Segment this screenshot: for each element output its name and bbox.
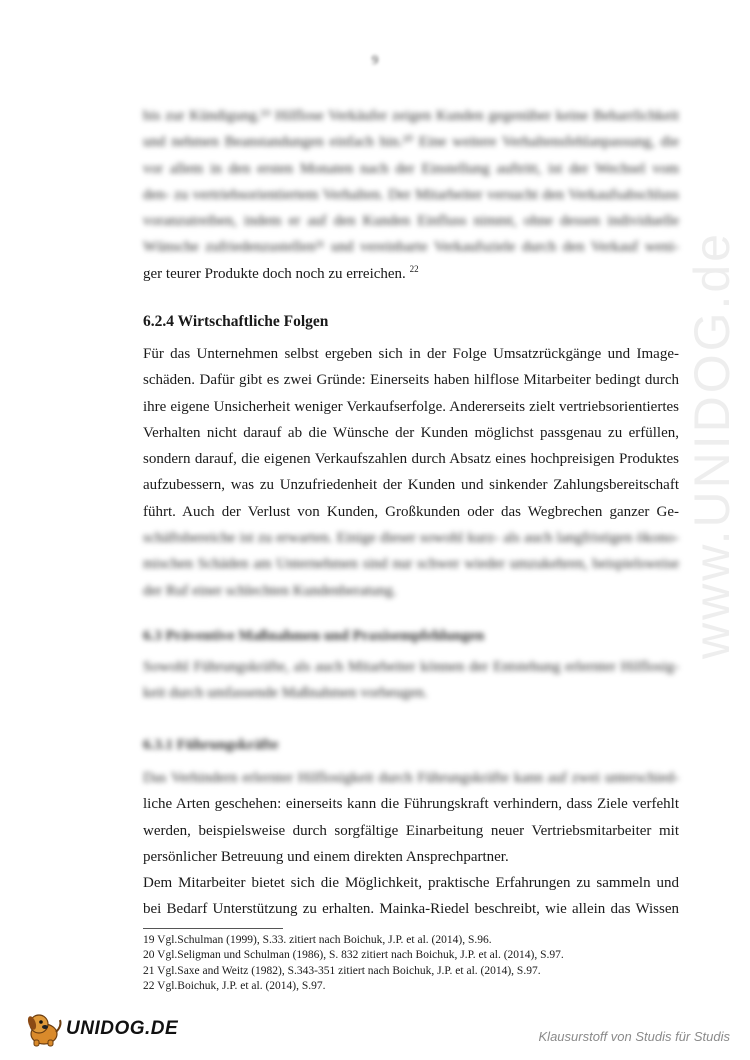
section-6-3-1-body: [143, 765, 679, 923]
section-6-3: [143, 628, 679, 645]
section-6-3-1: [143, 737, 679, 754]
footnote: 22 Vgl.Boichuk, J.P. et al. (2014), S.97.: [143, 979, 326, 992]
blurred-line: den- zu vertriebsorientiertem Verhalten. Der Mitarbeiter versucht den Verkaufsabschluss: [143, 186, 679, 203]
section-heading: 6.3 Präventive Maßnahmen und Praxisempfehlungen: [143, 628, 485, 644]
blurred-line: vor allem in den ersten Monaten nach der Einstellung auftritt, ist der Wechsel vom: [143, 160, 679, 177]
text-line: bei Bedarf Unterstützung zu erhalten. Mainka-Riedel beschreibt, wie allein das Wissen: [143, 901, 679, 918]
text-line: Dem Mitarbeiter bietet sich die Möglichkeit, praktische Erfahrungen zu sammeln und: [143, 875, 679, 892]
text-line: aufzubessern, was zu Unzufriedenheit der Kunden und sinkender Zahlungsbereitschaft: [143, 477, 679, 494]
blurred-line: Sowohl Führungskräfte, als auch Mitarbeiter können der Entstehung erlernter Hilflosig-: [143, 659, 679, 675]
blurred-line: bis zur Kündigung.¹⁹ Hilflose Verkäufer zeigen Kunden gegenüber keine Beharrlichkeit: [143, 108, 679, 124]
dog-mascot-icon: [22, 1010, 64, 1048]
blurred-line: Wünsche zufriedenzustellen²¹ und vereinbarte Verkaufsziele durch den Verkauf weni-: [143, 239, 679, 256]
text-line: ihre eigene Unsicherheit weniger Verkaufserfolge. Andererseits zielt vertriebsorientiertes: [143, 398, 679, 415]
text-line: liche Arten geschehen: einerseits kann die Führungskraft verhindern, dass Ziele verfehlt: [143, 796, 679, 813]
intro-paragraph: [143, 103, 679, 287]
section-heading: 6.3.1 Führungskräfte: [143, 737, 279, 753]
text-line: führt. Auch der Verlust von Kunden, Großkunden oder das Wegbrechen ganzer Ge-: [143, 503, 679, 520]
section-heading: 6.2.4 Wirtschaftliche Folgen: [143, 313, 329, 330]
footnote-ref: 22: [409, 263, 419, 274]
blurred-line: schäftsbereiche ist zu erwarten. Einige dieser sowohl kurz- als auch langfristigen ökono-: [143, 530, 679, 547]
blurred-line: Das Verhindern erlernter Hilflosigkeit durch Führungskräfte kann auf zwei unterschied-: [143, 770, 679, 786]
page-number: 9: [371, 52, 379, 67]
footnotes: [143, 933, 564, 994]
footer-slogan: Klausurstoff von Studis für Studis: [538, 1029, 730, 1044]
blurred-line: mischen Schäden am Unternehmen sind nur schwer wieder umzukehren, beispielsweise: [143, 556, 679, 573]
text-line: sondern darauf, die eigenen Verkaufszahlen durch Absatz eines hochpreisigen Produktes: [143, 451, 679, 468]
text-line-content: ger teurer Produkte doch noch zu erreichen.: [143, 265, 406, 282]
blurred-line: keit durch umfassende Maßnahmen vorbeugen.: [143, 685, 428, 702]
unidog-logo[interactable]: [22, 1010, 178, 1048]
blurred-line: voranzutreiben, indem er auf den Kunden Einfluss nimmt, ohne dessen individuelle: [143, 213, 679, 230]
section-6-3-body: [143, 654, 679, 707]
blurred-line: der Ruf einer schlechten Kundenberatung.: [143, 582, 397, 599]
text-line: Verhalten nicht darauf ab die Wünsche der Kunden möglichst passgenau zu erfüllen,: [143, 424, 679, 441]
footnote-divider: [143, 928, 283, 929]
text-line: [143, 261, 679, 287]
section-6-2-4: [143, 313, 679, 331]
logo-text: UNIDOG.DE: [66, 1018, 179, 1039]
footnote: 20 Vgl.Seligman und Schulman (1986), S. 832 zitiert nach Boichuk, J.P. et al. (2014), S.97.: [143, 949, 564, 962]
text-line: Für das Unternehmen selbst ergeben sich in der Folge Umsatzrückgänge und Image-: [143, 346, 679, 362]
watermark: www.UNIDOG.de: [684, 231, 740, 659]
footnote: 21 Vgl.Saxe and Weitz (1982), S.343-351 zitiert nach Boichuk, J.P. et al. (2014), S.97.: [143, 964, 541, 977]
text-line: persönlicher Betreuung und einem direkten Ansprechpartner.: [143, 848, 509, 865]
text-line: schäden. Dafür gibt es zwei Gründe: Einerseits haben hilflose Mitarbeiter bedingt durch: [143, 372, 679, 389]
section-6-2-4-body: [143, 341, 679, 604]
text-line: werden, beispielsweise durch sorgfältige Einarbeitung neuer Vertriebsmitarbeiter mit: [143, 822, 679, 839]
blurred-line: und nehmen Beanstandungen einfach hin.²⁰ Eine weitere Verhaltensfehlanpassung, die: [143, 134, 679, 151]
footnote: 19 Vgl.Schulman (1999), S.33. zitiert nach Boichuk, J.P. et al. (2014), S.96.: [143, 934, 492, 946]
